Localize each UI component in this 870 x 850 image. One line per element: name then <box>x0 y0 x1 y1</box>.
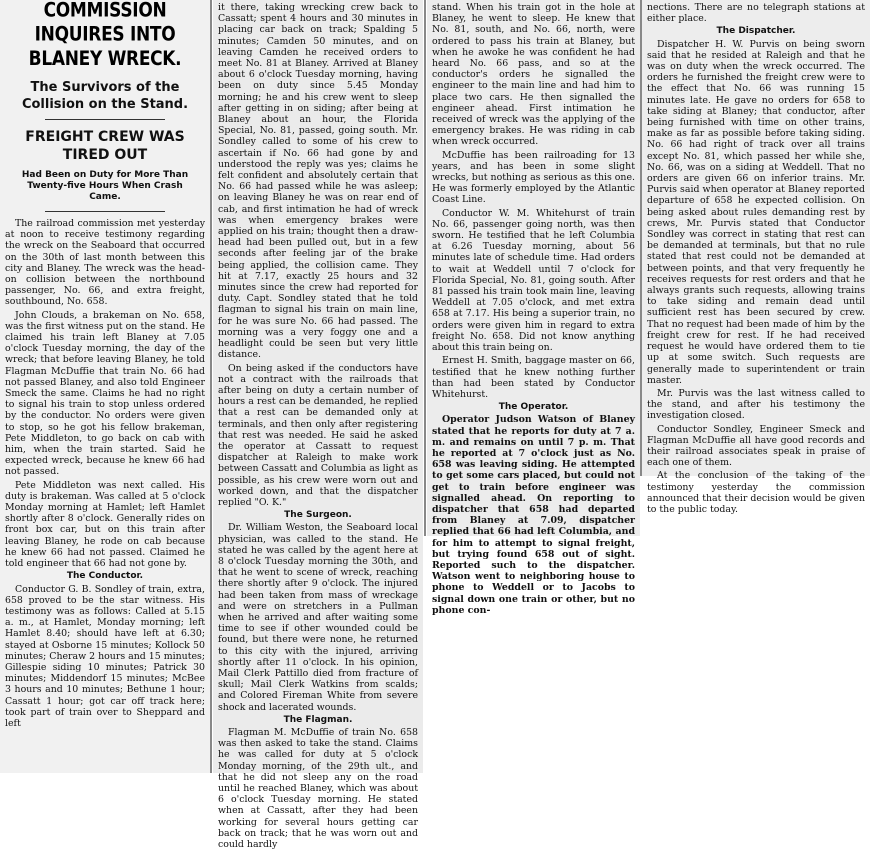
deck-line: Had Been on Duty for More Than Twenty-five Hours When Crash Came. <box>21 170 189 202</box>
subheadline: The Survivors of the Collision on the Stand. <box>21 80 189 112</box>
section-title: The Operator. <box>498 402 569 413</box>
paragraph: Dispatcher H. W. Purvis on being sworn said that he resided at Raleigh and that he was on duty when the wreck occurred. The orders he furnished the freight crew were to the effect that No. 66 was running 15 minutes late. He gave no orders for 658 to take siding at Blaney; that conductor, after being furnished with time on other trains, make as far as possible before taking siding. No. 66 had right of track over all trains except No. 81, which passed her while she, No. 66, was on a siding at Weddell. That no orders are given 66 on inferior trains. Mr. Purvis said when operator at Blaney reported departure of 658 he expected collision. On being asked about rules demanding rest by crews, Mr. Purvis stated that Conductor Sondley was correct in stating that rest can be demanded at terminals, but that no rule stated that rest could not be demanded at between points, and that very frequently he receives requests for rest orders and that he always grants such requests, allowing trains to take siding and remain dead until sufficient rest has been secured by crew. That no request had been made of him by the freight crew for rest. If he had received request he would have ordered them to tie up at some switch. Such requests are generally made to superintendent or train master. <box>647 38 865 386</box>
headline: COMMISSION INQUIRES INTO BLANEY WRECK. <box>28 0 182 71</box>
paragraph: McDuffie has been railroading for 13 years, and has been in some slight wrecks, but nothing as serious as this one. He was formerly employed by the Atlantic Coast Line. <box>432 149 635 206</box>
article-column-2 <box>213 0 423 850</box>
paragraph: Conductor Sondley, Engineer Smeck and Flagman McDuffie all have good records and their railroad associates speak in praise of each one of them. <box>647 423 865 469</box>
paragraph: On being asked if the conductors have not a contract with the railroads that after being on duty a certain number of hours a rest can be demanded, he replied that a rest can be demanded only at terminals, and then only after registering that rest was needed. He said he asked the operator at Cassatt to request dispatcher at Raleigh to make work between Cassatt and Columbia as light as possible, as his crew were worn out and worked down, and that the dispatcher replied "O. K." <box>218 362 418 508</box>
paragraph: Conductor W. M. Whitehurst of train No. 66, passenger going north, was then sworn. He testified that he left Columbia at 6.26 Tuesday morning, about 56 minutes late of schedule time. Had orders to wait at Weddell until 7 o'clock for Florida Special, No. 81, going south. After 81 passed his train took main line, leaving Weddell at 7.05 o'clock, and met extra 658 at 7.17. His being a superior train, no orders were given him in regard to extra freight No. 658. Did not know anything about this train being on. <box>432 207 635 354</box>
paragraph: it there, taking wrecking crew back to Cassatt; spent 4 hours and 30 minutes in placing car back on track; Spalding 5 minutes; Camden 50 minutes, and on leaving Camden he received orders to meet No. 81 at Blaney. Arrived at Blaney about 6 o'clock Tuesday morning, having been on duty since 5.45 Monday morning; he and his crew went to sleep after getting in on siding; after being at Blaney about an hour, the Florida Special, No. 81, passed, going south. Mr. Sondley called to some of his crew to ascertain if No. 66 had gone by and understood the reply was yes; claims he felt confident and absolutely certain that No. 66 had passed while he was asleep; on leaving Blaney he was on rear end of cab, and first intimation he had of wreck was when emergency brakes were applied on his train; thought then a draw-head had been pulled out, but in a few seconds after feeling jar of the brake being applied, the collision came. They hit at 7.17, exactly 25 hours and 32 minutes since the crew had reported for duty. Capt. Sondley stated that he told flagman to signal his train on main line, for he was sure No. 66 had passed. The morning was a very foggy one and a headlight could be seen but very little distance. <box>218 2 418 361</box>
section-title: The Flagman. <box>283 714 353 725</box>
paragraph: stand. When his train got in the hole at Blaney, he went to sleep. He knew that No. 81, south, and No. 66, north, were ordered to pass his train at Blaney, but when he awoke he was confident he had heard No. 66 pass, and so at the conductor's orders he signalled the engineer to the main line and had him to place two cars. He then signalled the engineer ahead. First intimation he received of wreck was the applying of the emergency brakes. He was riding in cab when wreck occurred. <box>432 2 635 148</box>
article-column-1 <box>0 0 210 773</box>
paragraph: Mr. Purvis was the last witness called to the stand, and after his testimony the investigation closed. <box>647 387 865 422</box>
paragraph: The railroad commission met yesterday at noon to receive testimony regarding the wreck on the Seaboard that occurred on the 30th of last month between this city and Blaney. The wreck was the head-on collision between the northbound passenger, No. 66, and extra freight, southbound, No. 658. <box>5 218 205 308</box>
column-rule <box>424 0 426 536</box>
divider <box>45 119 165 120</box>
paragraph: At the conclusion of the taking of the testimony yesterday the commission announced that their decision would be given to the public today. <box>647 470 865 515</box>
paragraph: John Clouds, a brakeman on No. 658, was the first witness put on the stand. He claimed his train left Blaney at 7.05 o'clock Tuesday morning, the day of the wreck; that before leaving Blaney, he told Flagman McDuffie that train No. 66 had not passed Blaney, and also told Engineer Smeck the same. Claims he had no right to signal his train to stop unless ordered by the conductor. No orders were given to stop, so he got his fellow brakeman, Pete Middleton, to go back on cab with him, when the train started. Said he expected wreck, because he knew 66 had not passed. <box>5 309 205 478</box>
section-title: The Dispatcher. <box>716 26 796 37</box>
divider <box>45 211 165 212</box>
paragraph: Conductor G. B. Sondley of train, extra, 658 proved to be the star witness. His testimony was as follows: Called at 5.15 a. m., at Hamlet, Monday morning; left Hamlet 8.40; should have left at 6.30; stayed at Osborne 15 minutes; Kollock 50 minutes; Cheraw 2 hours and 15 minutes; Gillespie siding 10 minutes; Patrick 30 minutes; Middendorf 15 minutes; McBee 3 hours and 10 minutes; Bethune 1 hour; Cassatt 1 hour; got car off track here; took part of train over to Sheppard and left <box>5 583 205 729</box>
paragraph: Ernest H. Smith, baggage master on 66, testified that he knew nothing further than had been stated by Conductor Whitehurst. <box>432 355 635 400</box>
paragraph: nections. There are no telegraph stations at either place. <box>647 2 865 25</box>
section-headline: FREIGHT CREW WAS TIRED OUT <box>25 129 185 163</box>
section-title: The Conductor. <box>66 571 144 582</box>
article-column-4 <box>642 0 870 515</box>
article-column-3 <box>427 0 640 616</box>
paragraph: Dr. William Weston, the Seaboard local physician, was called to the stand. He stated he was called by the agent here at 8 o'clock Tuesday morning the 30th, and that he went to scene of wreck, reaching there shortly after 9 o'clock. The injured had been taken from mass of wreckage and were on stretchers in a Pullman when he arrived and after waiting some time to see if other wounded could be found, but there were none, he returned to this city with the injured, arriving shortly after 11 o'clock. In his opinion, Mail Clerk Pattillo died from fracture of skull; Mail Clerk Watkins from scalds; and Colored Fireman White from severe shock and lacerated wounds. <box>218 522 418 713</box>
paragraph: Flagman M. McDuffie of train No. 658 was then asked to take the stand. Claims he was called for duty at 5 o'clock Monday morning, of the 29th ult., and that he did not sleep any on the road until he reached Blaney, which was about 6 o'clock Tuesday morning. He stated when at Cassatt, after they had been working for several hours getting car back on track; that he was worn out and could hardly <box>218 727 418 850</box>
paragraph: Pete Middleton was next called. His duty is brakeman. Was called at 5 o'clock Monday morning at Hamlet; left Hamlet shortly after 8 o'clock. Generally rides on front box car, but on this train after leaving Blaney, he rode on cab because he knew 66 had not passed. Claimed he told engineer that 66 had not gone by. <box>5 479 205 570</box>
column-rule <box>210 0 212 773</box>
section-title: The Surgeon. <box>284 510 352 521</box>
paragraph: Operator Judson Watson of Blaney stated that he reports for duty at 7 a. m. and remains on until 7 p. m. That he reported at 7 o'clock just as No. 658 was leaving siding. He attempted to get some cars placed, but could not get to train before engineer was signalled ahead. On reporting to dispatcher that 658 had departed from Blaney at 7.09, dispatcher replied that 66 had left Columbia, and for him to attempt to signal freight, but trying found 658 out of sight. Reported such to the dispatcher. Watson went to neighboring house to phone to Weddell or to Jacobs to signal down one train or other, but no phone con- <box>432 414 635 616</box>
